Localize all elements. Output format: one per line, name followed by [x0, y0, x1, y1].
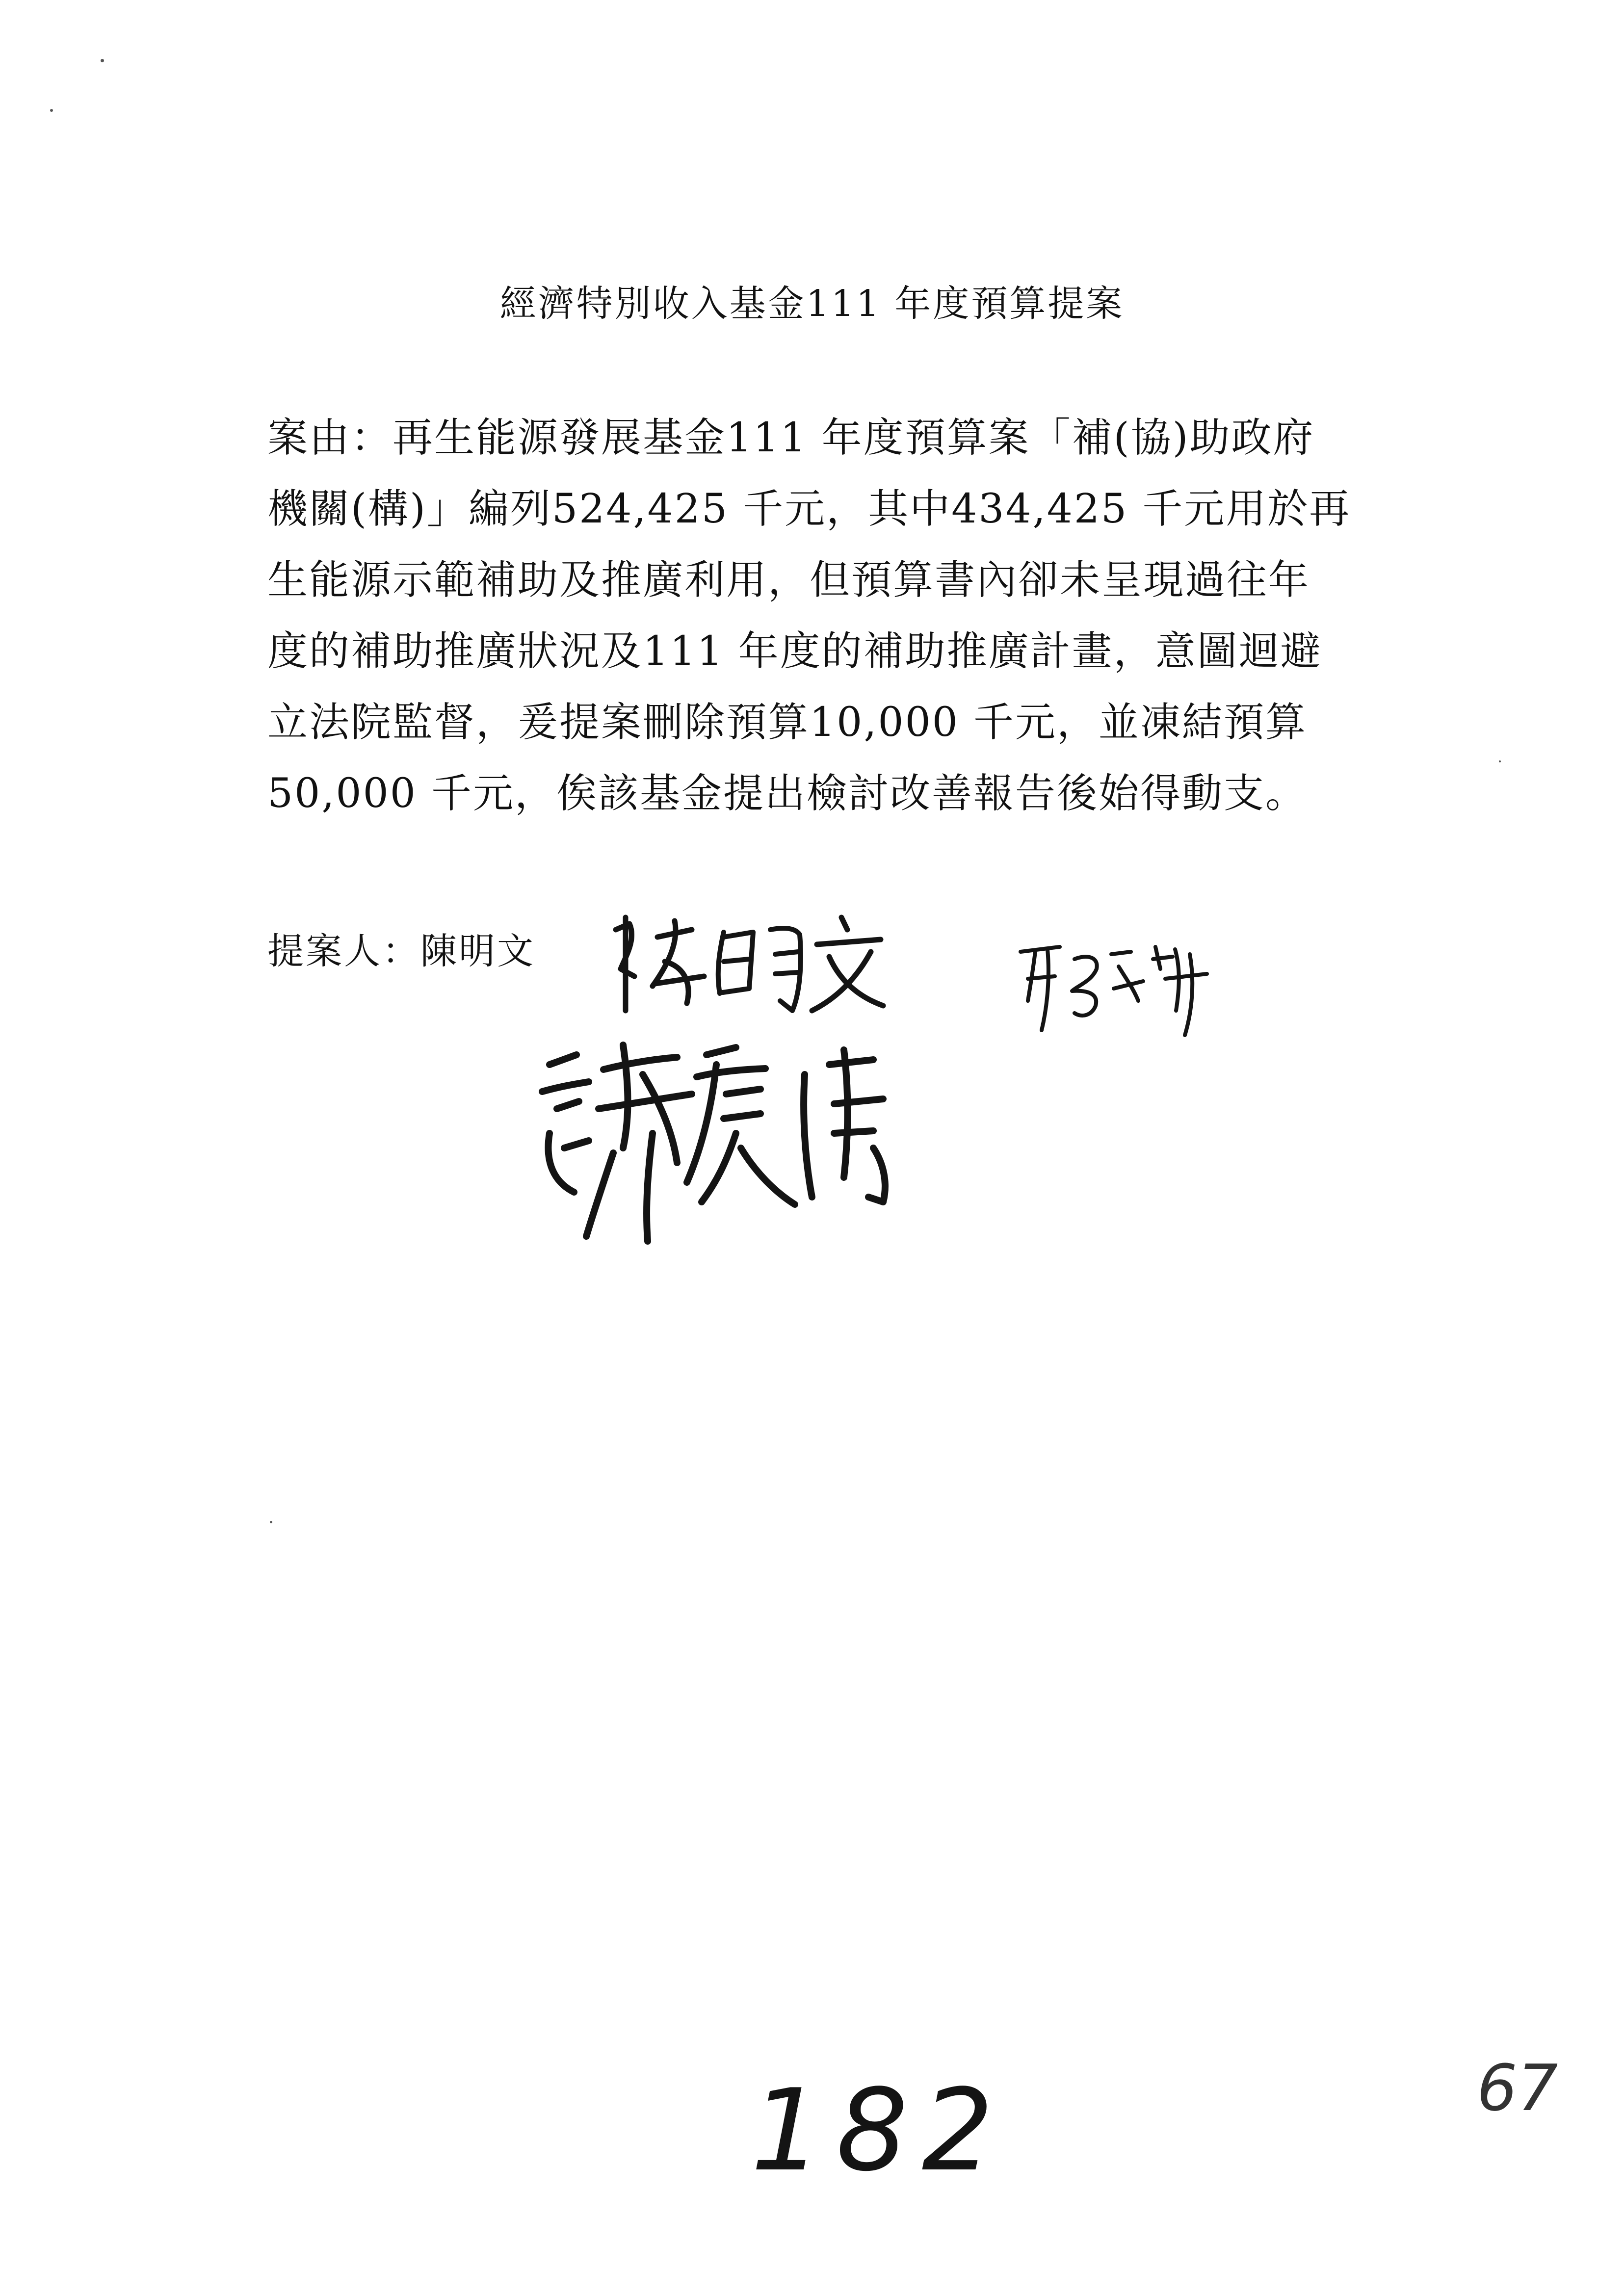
body-line: 生能源示範補助及推廣利用，但預算書內卻未呈現過往年: [267, 557, 1310, 603]
proposal-body: [267, 402, 1366, 829]
signature-chiu-chih-wei: [1013, 932, 1219, 1040]
body-line: 案由：再生能源發展基金111 年度預算案「補(協)助政府: [267, 415, 1315, 461]
body-line: 機關(構)」編列524,425 千元，其中434,425 千元用於再: [267, 486, 1351, 532]
scan-speck: [270, 1521, 272, 1523]
signature-chen-ming-wen: [606, 910, 891, 1023]
body-line: 度的補助推廣狀況及111 年度的補助推廣計畫，意圖迴避: [267, 628, 1322, 675]
scan-speck: [1499, 760, 1501, 762]
scan-speck: [101, 59, 104, 62]
signature-hsu-chih-chieh: [530, 1035, 932, 1251]
document-title: 經濟特別收入基金111 年度預算提案: [499, 283, 1125, 325]
proposer-label: 提案人：陳明文: [267, 930, 535, 972]
scan-speck: [50, 109, 53, 112]
handwritten-sheet-number: 67: [1477, 2051, 1558, 2125]
handwritten-page-number: 182: [751, 2065, 1007, 2196]
body-line: 立法院監督，爰提案刪除預算10,000 千元，並凍結預算: [267, 699, 1307, 746]
body-line: 50,000 千元，俟該基金提出檢討改善報告後始得動支。: [267, 770, 1307, 817]
